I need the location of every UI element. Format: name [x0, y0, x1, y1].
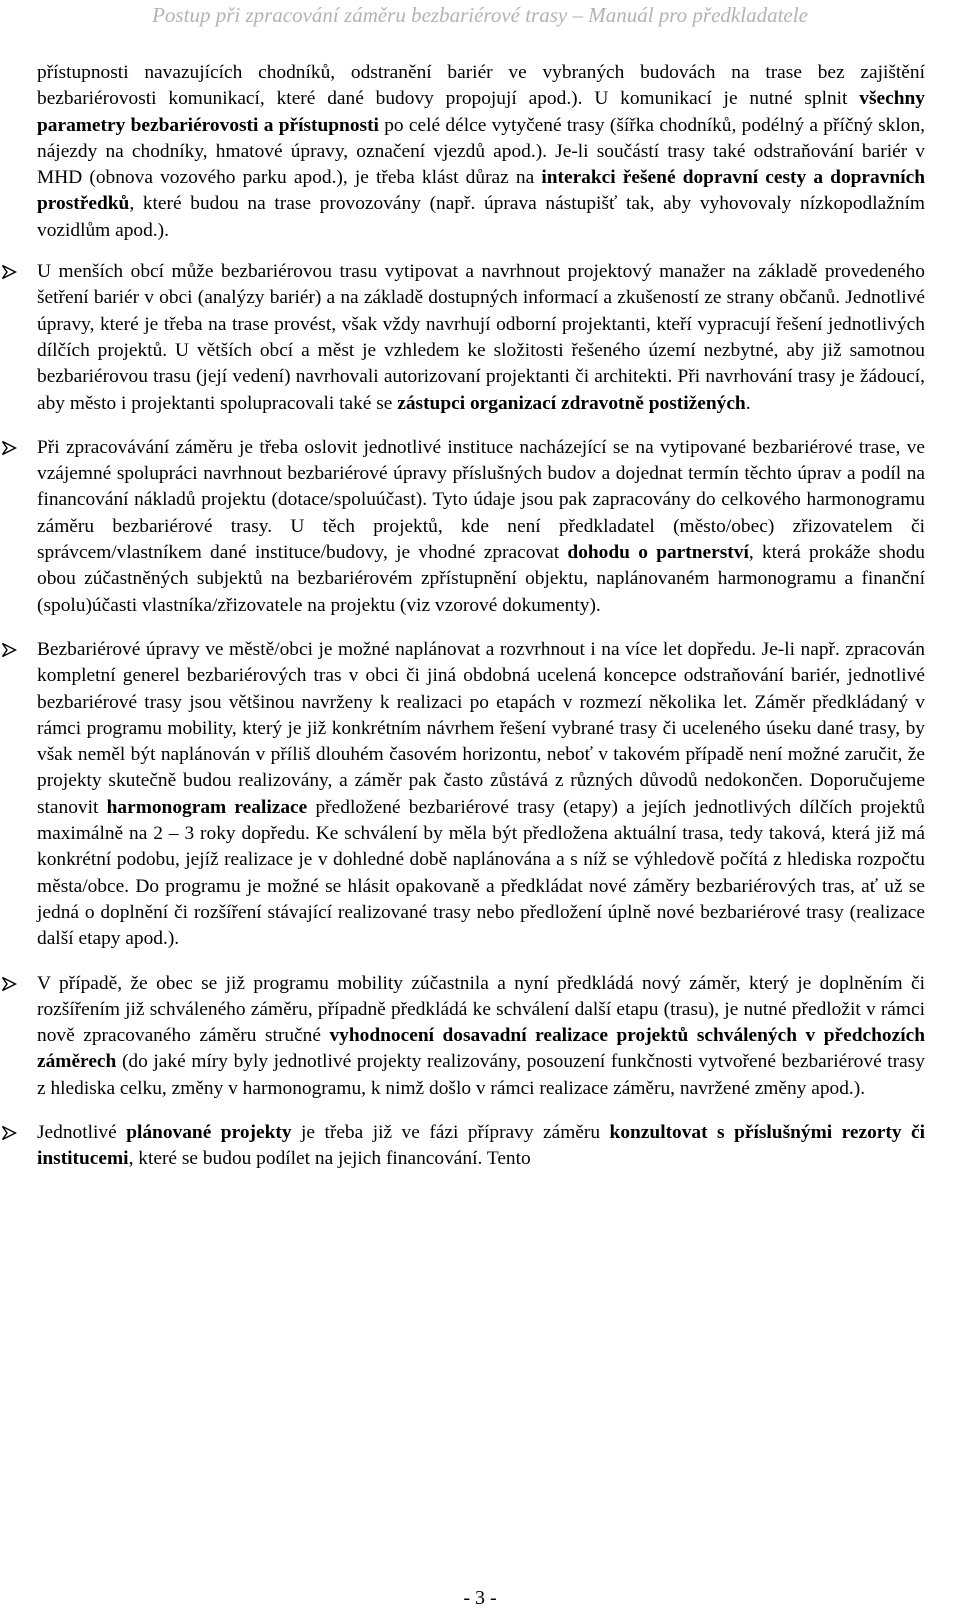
arrow-bullet-icon: [1, 976, 17, 992]
bold-run: harmonogram realizace: [106, 796, 308, 818]
bullet-item-planning: [37, 637, 925, 953]
bullet-item-planned-projects: [37, 1120, 925, 1173]
page-number: - 3 -: [463, 1587, 497, 1609]
text-run: U menších obcí může bezbariérovou trasu vytipovat a navrhnout projektový manažer na základě provedeného šetření bariér v obci (analýzy bariér) a na základě dostupných informací a zkušeností ze strany občanů. Jednotlivé úpravy, které je třeba na trase provést, však vždy navrhují odborní projektanti, kteří vypracují řešení jednotlivých dílčích projektů. U větších obcí a měst je vzhledem ke složitosti řešeného území nezbytné, aby již samotnou bezbariérovou trasu (její vedení) navrhovali autorizovaní projektanti či architekti. Při navrhování trasy je žádoucí, aby město i projektanti spolupracovali také se: [37, 261, 925, 414]
text-run: přístupnosti navazujících chodníků, odstranění bariér ve vybraných budovách na trase bez zajištění bezbariérovosti komunikací, které dané budovy propojují apod.). U komunikací je nutné splnit: [37, 62, 925, 110]
bold-run: konzultovat s příslušnými rezorty či institucemi: [37, 1121, 925, 1170]
bold-run: plánované projekty: [126, 1121, 292, 1143]
bold-run: vyhodnocení dosavadní realizace projektů schválených v předchozích záměrech: [37, 1025, 925, 1073]
arrow-bullet-icon: [1, 642, 17, 658]
text-run: Při zpracovávání záměru je třeba oslovit jednotlivé instituce nacházející se na vytipované bezbariérové trase, ve vzájemné spolupráci navrhnout bezbariérové úpravy příslušných budov a dojednat termín těchto úprav a podíl na financování nákladů projektu (dotace/spoluúčast). Tyto údaje jsou pak zapracovány do celkového harmonogramu záměru bezbariérové trasy. U těch projektů, kde není předkladatel (město/obec) zřizovatelem či správcem/vlastníkem dané instituce/budovy, je vhodné zpracovat: [37, 436, 925, 564]
bullet-paragraph: [37, 1120, 925, 1173]
bold-run: zástupci organizací zdravotně postižených: [397, 392, 746, 414]
bullet-paragraph: [37, 971, 925, 1102]
text-run: Bezbariérové úpravy ve městě/obci je možné naplánovat a rozvrhnout i na více let dopředu. Je-li např. zpracován kompletní generel bezbariérových tras v obci či jiná obdobná ucelená koncepce odstraňování bariér, jednotlivé bezbariérové trasy jsou většinou navrženy k realizaci po etapách v rozmezí několika let. Záměr předkládaný v rámci programu mobility, který je již konkrétním návrhem řešení vybrané trasy či uceleného úseku dané trasy, by však neměl být naplánován v příliš dlouhém časovém horizontu, neboť v takovém případě není možné zaručit, že projekty skutečně budou realizovány, a záměr pak často zůstává z různých důvodů nedokončen. Doporučujeme stanovit: [37, 638, 925, 818]
bullet-item-institutions: [37, 435, 925, 619]
bullet-paragraph: [37, 259, 925, 417]
text-run: (do jaké míry byly jednotlivé projekty realizovány, posouzení funkčnosti vytvořené bezbariérové trasy z hlediska celku, změny v harmonogramu, k nimž došlo v rámci realizace záměru, navržené změny apod.).: [37, 1051, 925, 1099]
bullet-paragraph: [37, 637, 925, 953]
bold-run: všechny parametry bezbariérovosti a přístupnosti: [37, 88, 925, 136]
bullet-paragraph: [37, 435, 925, 619]
bullet-item-smaller-municipalities: [37, 259, 925, 417]
text-run: V případě, že obec se již programu mobility zúčastnila a nyní předkládá nový záměr, který je doplněním či rozšířením již schváleného záměru, případně předkládá ke schválení další etapu (trasu), je nutné předložit v rámci nově zpracovaného záměru stručné: [37, 972, 925, 1047]
arrow-bullet-icon: [1, 264, 17, 280]
text-run: po celé délce vytyčené trasy (šířka chodníků, podélný a příčný sklon, nájezdy na chodníky, hmatové úpravy, označení vjezdů apod.). Je-li součástí trasy také odstraňování bariér v MHD (obnova vozového parku apod.), je třeba klást důraz na: [37, 114, 925, 189]
text-run: je třeba již ve fázi přípravy záměru: [291, 1121, 610, 1143]
text-run: , které budou na trase provozovány (např. úprava nástupišť tak, aby vyhovovaly nízkopodlažním vozidlům apod.).: [37, 193, 925, 241]
text-run: , které se budou podílet na jejich financování. Tento: [128, 1148, 531, 1170]
arrow-bullet-icon: [1, 440, 17, 456]
text-run: předložené bezbariérové trasy (etapy) a jejích jednotlivých dílčích projektů maximálně na 2 – 3 roky dopředu. Ke schválení by měla být předložena aktuální trasa, tedy taková, která již má konkrétní podobu, jejíž realizace je v dohledné době naplánována a s níž se výhledově počítá z hlediska rozpočtu města/obce. Do programu je možné se hlásit opakovaně a předkládat nové záměry bezbariérových tras, ať už se jedná o doplnění či rozšíření stávající realizované trasy nebo předložení úplně nové bezbariérové trasy (realizace další etapy apod.).: [37, 796, 926, 950]
text-run: Jednotlivé: [37, 1121, 127, 1143]
continuation-paragraph: [37, 60, 925, 244]
text-run: .: [745, 392, 751, 414]
arrow-bullet-icon: [1, 1125, 17, 1141]
text-run: , která prokáže shodu obou zúčastněných subjektů na bezbariérovém zpřístupnění objektu, naplánovaném harmonogramu a finanční (spolu)účasti vlastníka/zřizovatele na projektu (viz vzorové dokumenty).: [37, 542, 926, 616]
document-body: [37, 60, 925, 1173]
bullet-item-evaluation: [37, 971, 925, 1102]
bold-run: interakci řešené dopravní cesty a dopravních prostředků: [37, 167, 925, 215]
running-header: Postup při zpracování záměru bezbariérové trasy – Manuál pro předkladatele: [152, 3, 808, 27]
bold-run: dohodu o partnerství: [567, 542, 749, 564]
